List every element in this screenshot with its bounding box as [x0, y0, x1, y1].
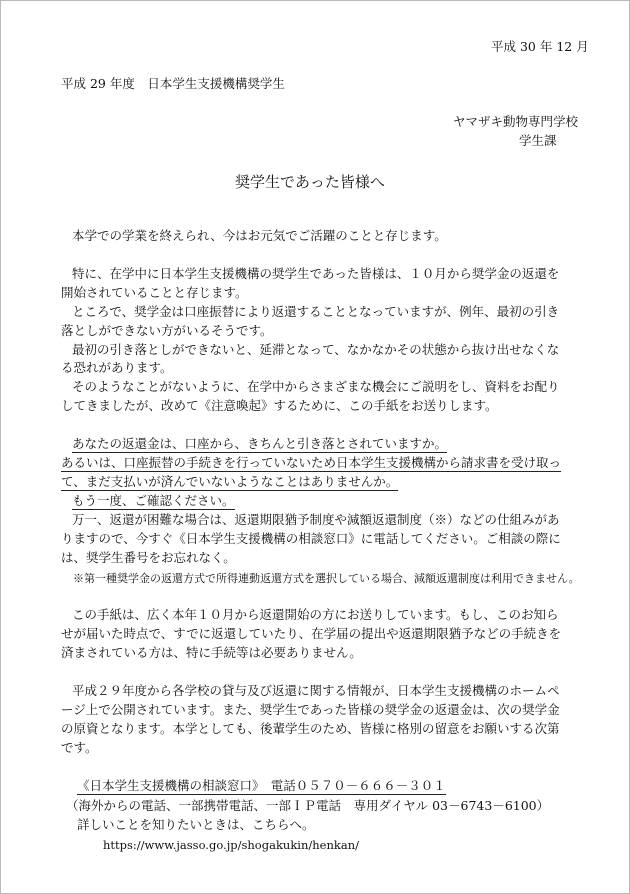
paragraph-line: 最初の引き落としができないと、延滞となって、なかなかその状態から抜け出せなくな [72, 342, 560, 357]
greeting: 本学での学業を終えられ、今はお元気でご活躍のことと存じます。 [72, 228, 447, 243]
paragraph-line: 平成２９年度から各学校の貸与及び返還に関する情報が、日本学生支援機構のホームペ [72, 683, 560, 698]
overseas-phone-note: （海外からの電話、一部携帯電話、一部ＩＰ電話 専用ダイヤル 03－6743－6100） [66, 798, 550, 813]
paragraph-line: の原資となります。本学としても、後輩学生のため、皆様に格別の留意をお願いする次第 [61, 721, 560, 736]
henkan-url-link[interactable]: https://www.jasso.go.jp/shogakukin/henkan/ [103, 838, 359, 852]
paragraph-line: してきましたが、改めて《注意喚起》するために、この手紙をお送りします。 [61, 398, 498, 413]
paragraph-line: る恐れがあります。 [61, 360, 173, 375]
more-info-text: 詳しいことを知りたいときは、こちらへ。 [77, 817, 315, 832]
letter-title: 奨学生であった皆様へ [235, 173, 385, 191]
consultation-window-phone: 《日本学生支援機構の相談窓口》 電話０５７０－６６６－３０１ [77, 778, 446, 793]
sender-school: ヤマザキ動物専門学校 [453, 114, 579, 129]
paragraph-line: 済まされている方は、特に手続等は必要ありません。 [61, 645, 362, 660]
paragraph-line: 開始されていることと存じます。 [61, 285, 248, 300]
paragraph-line: この手紙は、広く本年１０月から返還開始の方にお送りしています。もし、このお知ら [72, 607, 559, 622]
paragraph-line: 特に、在学中に日本学生支援機構の奨学生であった皆様は、１０月から奨学金の返還を [72, 266, 560, 281]
paragraph-line: です。 [61, 740, 98, 755]
sender-department: 学生課 [519, 133, 557, 148]
paragraph-line: せが届いた時点で、すでに返還していたり、在学届の提出や返還期限猶予などの手続きを [61, 626, 562, 641]
notice-line: あるいは、口座振替の手続きを行っていないため日本学生支援機構から請求書を受け取っ [61, 455, 562, 470]
paragraph-line: ところで、奨学金は口座振替により返還することとなっていますが、例年、最初の引き [72, 304, 560, 319]
letter-date: 平成 30 年 12 月 [491, 39, 589, 54]
paragraph-line: そのようなことがないように、在学中からさまざまな機会にご説明をし、資料をお配り [72, 379, 560, 394]
paragraph-line: りますので、今すぐ《日本学生支援機構の相談窓口》に電話してください。ご相談の際に [61, 531, 561, 546]
footnote: ※第一種奨学金の返還方式で所得連動返還方式を選択している場合、減額返還制度は利用できません。 [73, 572, 580, 585]
paragraph-line: は、奨学生番号をお忘れなく。 [61, 550, 236, 565]
notice-line: て、まだ支払いが済んでいないようなことはありませんか。 [61, 474, 399, 489]
notice-line: あなたの返還金は、口座から、きちんと引き落とされていますか。 [72, 436, 448, 451]
paragraph-line: 万一、返還が困難な場合は、返還期限猶予制度や減額返還制度（※）などの仕組みがあ [72, 512, 560, 527]
notice-line: もう一度、ご確認ください。 [72, 493, 235, 508]
addressee-line: 平成 29 年度 日本学生支援機構奨学生 [61, 76, 285, 91]
paragraph-line: 落としができない方がいるそうです。 [61, 323, 273, 338]
paragraph-line: ージ上で公開されています。また、奨学生であった皆様の奨学金の返還金は、次の奨学金 [61, 702, 560, 717]
